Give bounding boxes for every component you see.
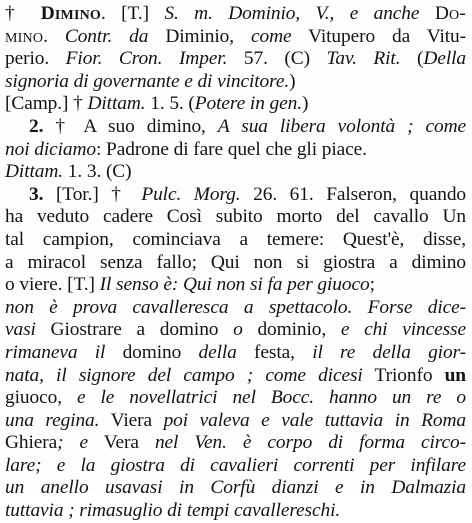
text-run: 26. 61. Falseron, quando	[240, 183, 467, 205]
text-run: nata, il signore del campo ; come dicesi	[5, 364, 363, 386]
text-run: ;	[369, 274, 375, 296]
text-run: [Tor.] †	[55, 183, 142, 205]
entry-line	[5, 229, 466, 252]
entry-line	[5, 71, 466, 94]
entry-line	[5, 387, 466, 410]
entry-line	[5, 48, 466, 71]
text-run: tuttavia ; rimasuglio di tempi cavallereschi.	[5, 500, 341, 522]
text-run: festa,	[236, 341, 313, 363]
entry-line	[5, 93, 466, 116]
text-run: Viera	[99, 409, 164, 431]
entry-line	[5, 3, 466, 26]
text-run: Fior. Cron. Imper.	[65, 48, 228, 70]
entry-line	[5, 342, 466, 365]
text-run: Pulc. Morg.	[141, 183, 241, 205]
entry-line	[5, 432, 466, 455]
entry-line	[5, 477, 466, 500]
text-run: Potere in gen.	[194, 93, 302, 115]
text-run: .	[43, 25, 65, 47]
entry-line	[5, 252, 466, 275]
entry-line	[5, 365, 466, 388]
text-run: Tav. Rit.	[326, 48, 401, 70]
text-run: 1. 5. (	[145, 93, 195, 115]
text-run: : Padrone di fare quel che gli piace.	[96, 138, 367, 160]
entry-line	[5, 26, 466, 49]
text-run: tal campion, cominciava a temere: Quest'è, disse,	[5, 228, 466, 250]
entry-line	[5, 500, 466, 523]
text-run: Dittam.	[87, 93, 146, 115]
text-run: a miracol senza fallo; Qui non si giostra a dimino	[5, 251, 466, 273]
text-run: † A suo dimino,	[55, 115, 218, 137]
text-run: ha veduto cadere Così subito morto del cavallo Un	[5, 206, 466, 228]
text-run: una regina.	[5, 409, 100, 431]
text-run: Diminio,	[148, 25, 251, 47]
entry-line	[5, 206, 466, 229]
text-run: )	[289, 70, 296, 92]
text-run: rimaneva il	[5, 341, 106, 363]
text-run: Giostrare a domino	[35, 319, 234, 341]
text-run: lare; e la giostra di cavalieri correnti per infilare	[5, 454, 466, 476]
text-run: mino	[5, 25, 44, 47]
text-run: nel Ven. è corpo di forma circo-	[154, 432, 466, 454]
text-run: A sua libera volontà ; come	[217, 115, 467, 137]
text-run: dominio,	[242, 319, 341, 341]
text-run: il re della gior-	[312, 341, 466, 363]
text-run: Il senso è: Qui non si fa per giuoco	[99, 274, 370, 296]
text-run: Do-	[434, 3, 466, 24]
text-run: Della	[423, 48, 466, 70]
text-run: S. m. Dominio, V., e anche	[164, 3, 435, 24]
dictionary-entry-dimino	[5, 3, 466, 523]
entry-line	[5, 116, 466, 139]
text-run: 1. 3. (C)	[63, 161, 132, 183]
text-run: come	[250, 25, 292, 47]
text-run: e chi vincesse	[340, 319, 466, 341]
text-run: perio.	[5, 48, 66, 70]
text-run: un anello usavasi in Corfù dianzi e in Dalmazia	[5, 477, 466, 499]
entry-line	[5, 161, 466, 184]
entry-line	[5, 455, 466, 478]
text-run: Vera	[88, 432, 155, 454]
text-run: un	[444, 364, 466, 386]
text-run: poi valeva e vale tuttavia in Roma	[163, 409, 466, 431]
text-run: . [T.]	[101, 3, 165, 24]
text-run: o	[233, 319, 243, 341]
text-run: (	[400, 48, 424, 70]
text-run: )	[302, 93, 309, 115]
text-run: [Camp.] †	[5, 93, 88, 115]
text-run: Vitupero da Vitu-	[291, 25, 467, 47]
entry-line	[5, 297, 466, 320]
text-run: della	[198, 341, 237, 363]
text-run: vasi	[5, 319, 36, 341]
text-run: 57. (C)	[227, 48, 327, 70]
text-run: Dittam.	[5, 161, 64, 183]
text-run: Ghiera	[5, 432, 58, 454]
text-run: †	[5, 3, 41, 24]
entry-line	[5, 410, 466, 433]
text-run: o viere. [T.]	[5, 274, 100, 296]
text-run: noi diciamo	[5, 138, 96, 160]
entry-line	[5, 139, 466, 162]
text-run: 2.	[29, 115, 56, 137]
entry-line	[5, 319, 466, 342]
text-run: Trionfo	[362, 364, 445, 386]
text-run: 3.	[29, 183, 56, 205]
text-run: signoria di governante e di vincitore.	[5, 70, 290, 92]
text-run: Dimino	[40, 3, 102, 24]
text-run: domino	[105, 341, 199, 363]
entry-line	[5, 184, 466, 207]
text-run: , e le novellatrici nel Bocc. hanno un re o	[57, 387, 466, 409]
text-run: Contr. da	[64, 25, 149, 47]
text-run: non è prova cavalleresca a spettacolo. Forse dice-	[5, 296, 466, 318]
text-run: giuoco	[5, 387, 58, 409]
text-run: ; e	[57, 432, 89, 454]
entry-line	[5, 274, 466, 297]
